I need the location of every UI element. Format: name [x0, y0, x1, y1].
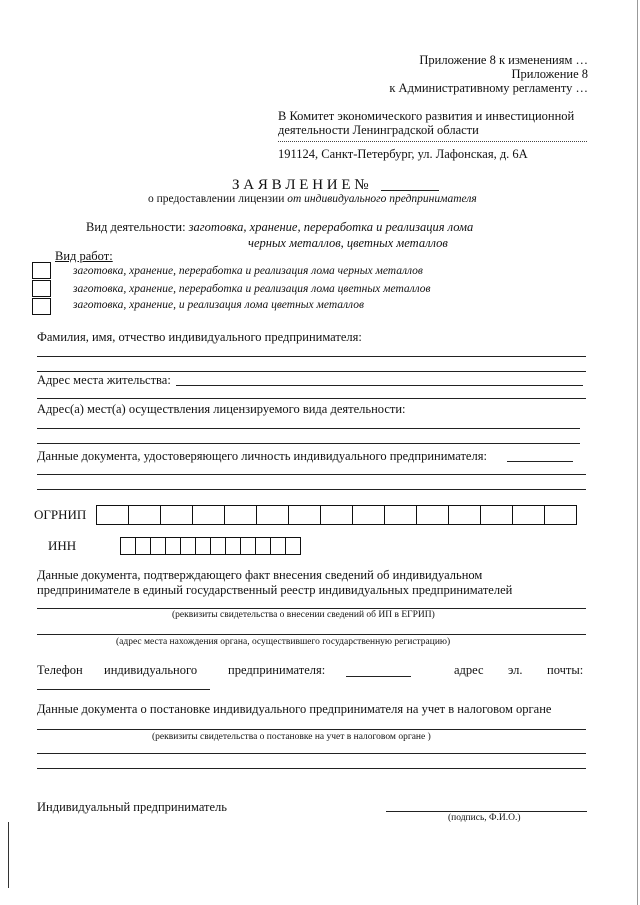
fio-field-line-2[interactable]: [37, 371, 586, 372]
application-heading: З А Я В Л Е Н И Е №: [232, 177, 369, 193]
inn-digit-cell[interactable]: [180, 537, 196, 555]
application-number-field[interactable]: [381, 190, 439, 191]
phone-field[interactable]: [346, 676, 411, 677]
work-type-checkbox-3[interactable]: [32, 298, 51, 315]
header-line-1: Приложение 8 к изменениям …: [419, 53, 588, 67]
work-types-label: Вид работ:: [55, 249, 113, 263]
id-document-field[interactable]: [507, 461, 573, 462]
signature-label: Индивидуальный предприниматель: [37, 800, 227, 814]
email-label-word-3: почты:: [547, 663, 584, 677]
ogrnip-digit-cell[interactable]: [192, 505, 225, 525]
ogrnip-digit-cell[interactable]: [288, 505, 321, 525]
fio-label: Фамилия, имя, отчество индивидуального предпринимателя:: [37, 330, 362, 344]
activity-addresses-field-2[interactable]: [37, 443, 580, 444]
header-line-2: Приложение 8: [511, 67, 588, 81]
phone-label-word-3: предпринимателя:: [228, 663, 326, 677]
addressee-divider: [278, 141, 587, 142]
inn-label: ИНН: [48, 538, 77, 553]
fio-field-line-1[interactable]: [37, 356, 586, 357]
work-type-option-2: заготовка, хранение, переработка и реализация лома цветных металлов: [73, 283, 431, 295]
scan-edge-right: [637, 0, 638, 905]
id-document-field-line-2[interactable]: [37, 474, 586, 475]
inn-digit-cell[interactable]: [150, 537, 166, 555]
work-type-option-1: заготовка, хранение, переработка и реализация лома черных металлов: [73, 265, 423, 277]
activity-addresses-label: Адрес(а) мест(а) осуществления лицензируемого вида деятельности:: [37, 402, 406, 416]
inn-digit-cell[interactable]: [225, 537, 241, 555]
addressee-line-2: деятельности Ленинградской области: [278, 123, 479, 137]
ogrnip-label: ОГРНИП: [34, 507, 87, 522]
egrip-caption: (реквизиты свидетельства о внесении сведений об ИП в ЕГРИП): [172, 610, 435, 620]
inn-digit-cell[interactable]: [135, 537, 151, 555]
application-subtitle: о предоставлении лицензии от индивидуального предпринимателя: [148, 193, 477, 205]
tax-label: Данные документа о постановке индивидуального предпринимателя на учет в налоговом органе: [37, 702, 552, 716]
inn-digit-cell[interactable]: [195, 537, 211, 555]
ogrnip-digit-cell[interactable]: [256, 505, 289, 525]
ogrnip-digit-cell[interactable]: [416, 505, 449, 525]
ogrnip-digit-cell[interactable]: [448, 505, 481, 525]
ogrnip-digit-cell[interactable]: [384, 505, 417, 525]
inn-digit-cell[interactable]: [285, 537, 301, 555]
signature-field[interactable]: [386, 811, 587, 812]
egrip-field[interactable]: [37, 608, 586, 609]
activity-line-1: Вид деятельности: заготовка, хранение, переработка и реализация лома: [86, 220, 474, 234]
registration-field[interactable]: [37, 634, 586, 635]
registration-caption: (адрес места нахождения органа, осуществившего государственную регистрацию): [116, 637, 451, 647]
ogrnip-digit-cell[interactable]: [160, 505, 193, 525]
id-document-label: Данные документа, удостоверяющего личность индивидуального предпринимателя:: [37, 449, 487, 463]
activity-line-2: черных металлов, цветных металлов: [248, 236, 448, 250]
email-label-word-1: адрес: [454, 663, 484, 677]
ogrnip-digit-cell[interactable]: [544, 505, 577, 525]
inn-digit-cell[interactable]: [210, 537, 226, 555]
ogrnip-digit-cell[interactable]: [128, 505, 161, 525]
id-document-field-line-3[interactable]: [37, 489, 586, 490]
inn-digit-cell[interactable]: [165, 537, 181, 555]
header-line-3: к Административному регламенту …: [389, 81, 588, 95]
inn-digit-cell[interactable]: [255, 537, 271, 555]
phone-label-word-2: индивидуального: [104, 663, 198, 677]
phone-label-word-1: Телефон: [37, 663, 83, 677]
scan-edge-left: [8, 822, 9, 888]
ogrnip-digit-cell[interactable]: [480, 505, 513, 525]
email-label-word-2: эл.: [508, 663, 523, 677]
ogrnip-digit-cell[interactable]: [224, 505, 257, 525]
ogrnip-digit-cell[interactable]: [96, 505, 129, 525]
inn-digit-cell[interactable]: [120, 537, 136, 555]
work-type-checkbox-1[interactable]: [32, 262, 51, 279]
residence-label: Адрес места жительства:: [37, 373, 171, 387]
inn-digit-cell[interactable]: [240, 537, 256, 555]
tax-caption: (реквизиты свидетельства о постановке на учет в налоговом органе ): [152, 732, 431, 742]
egrip-label-line-2: предпринимателе в единый государственный реестр индивидуальных предпринимателей: [37, 583, 513, 597]
email-field[interactable]: [37, 689, 210, 690]
ogrnip-digit-cell[interactable]: [320, 505, 353, 525]
tax-field[interactable]: [37, 729, 586, 730]
residence-field-line-2[interactable]: [37, 398, 586, 399]
addressee-line-1: В Комитет экономического развития и инвестиционной: [278, 109, 575, 123]
signature-caption: (подпись, Ф.И.О.): [448, 813, 521, 823]
inn-digit-cell[interactable]: [270, 537, 286, 555]
ogrnip-digit-cell[interactable]: [512, 505, 545, 525]
egrip-label-line-1: Данные документа, подтверждающего факт внесения сведений об индивидуальном: [37, 568, 483, 582]
ogrnip-digit-cell[interactable]: [352, 505, 385, 525]
addressee-address: 191124, Санкт-Петербург, ул. Лафонская, д. 6А: [278, 147, 528, 161]
work-type-checkbox-2[interactable]: [32, 280, 51, 297]
tax-field-line-3[interactable]: [37, 768, 586, 769]
residence-field[interactable]: [176, 385, 583, 386]
tax-field-line-2[interactable]: [37, 753, 586, 754]
work-type-option-3: заготовка, хранение, и реализация лома цветных металлов: [73, 299, 364, 311]
activity-addresses-field-1[interactable]: [37, 428, 580, 429]
